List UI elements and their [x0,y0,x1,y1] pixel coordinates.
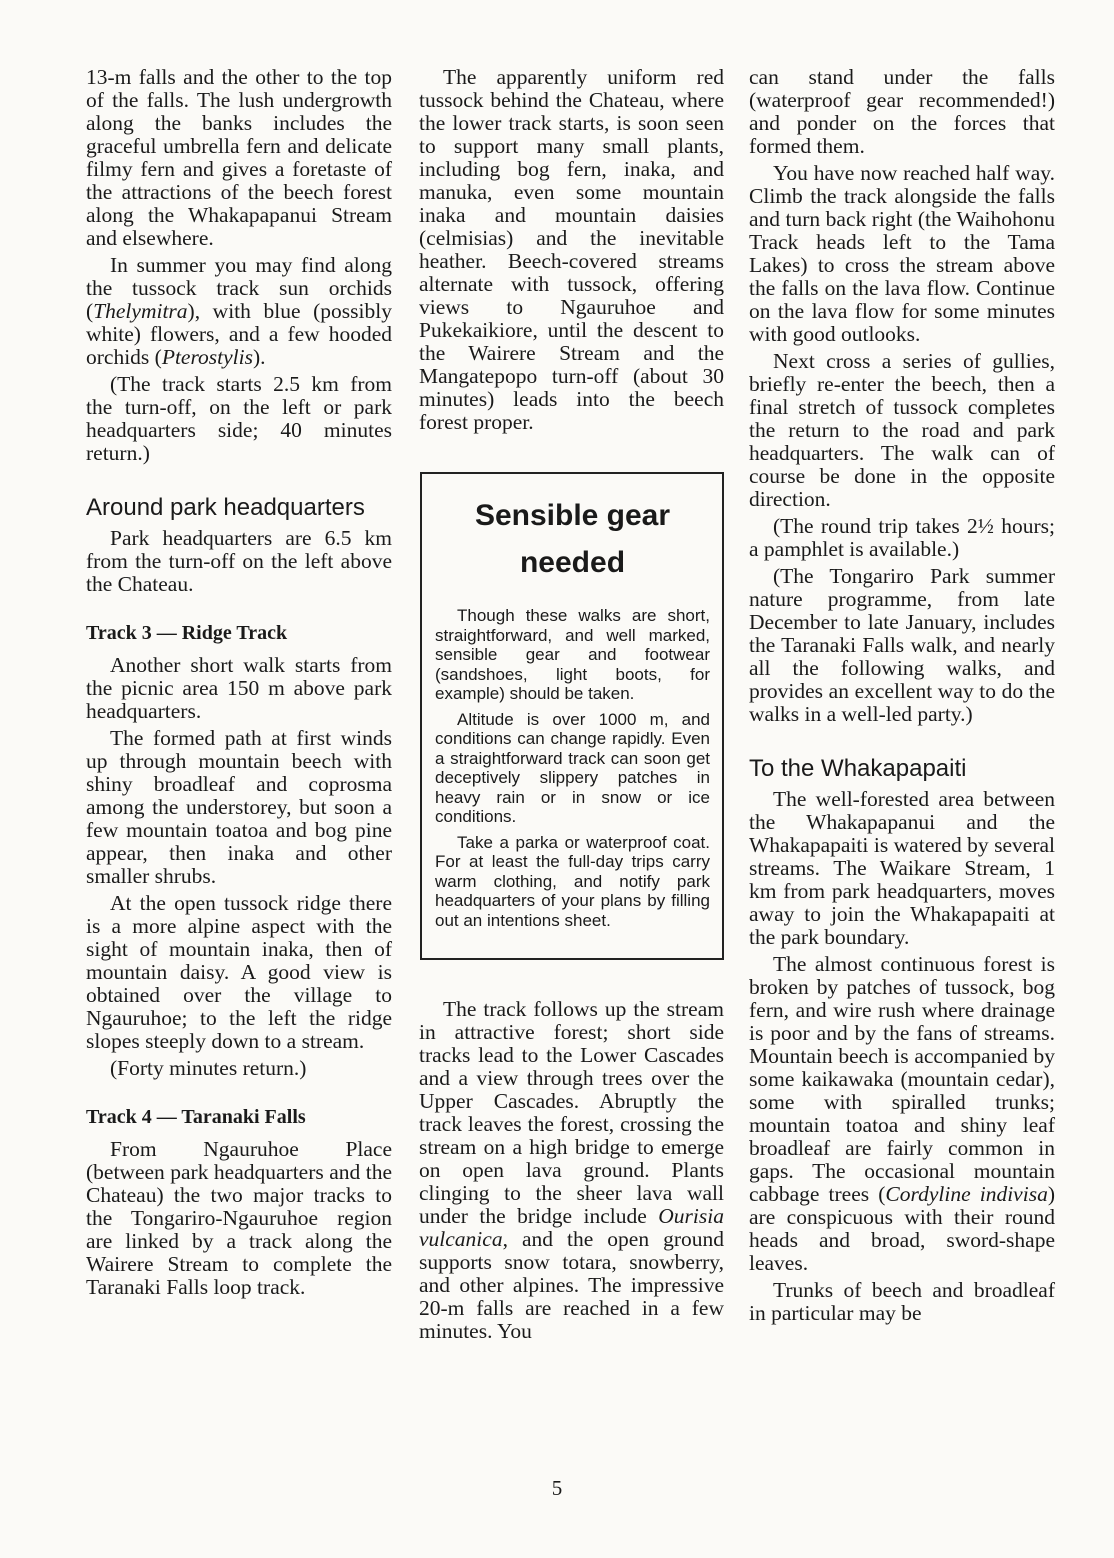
paragraph: The well-forested area between the Whakapapanui and the Whakapapaiti is watered by several streams. The Waikare Stream, 1 km from park headquarters, moves away to join the Whakapapaiti at the park boundary. [749,787,1055,949]
box-title: Sensible gear needed [474,499,671,579]
box-paragraph: Though these walks are short, straightforward, and well marked, sensible gear and footwear (sandshoes, light boots, for example) should be taken. [435,606,710,703]
paragraph: In summer you may find along the tussock track sun orchids (Thelymitra), with blue (possibly white) flowers, and a few hooded orchids (Pterostylis). [86,253,392,369]
paragraph: Park headquarters are 6.5 km from the turn-off on the left above the Chateau. [86,526,392,596]
paragraph: At the open tussock ridge there is a more alpine aspect with the sight of mountain inaka, then of mountain daisy. A good view is obtained over the village to Ngauruhoe; to the left the ridge slopes steeply down to a stream. [86,891,392,1053]
box-paragraph: Take a parka or waterproof coat. For at least the full-day trips carry warm clothing, and notify park headquarters of your plans by filling out an intentions sheet. [435,832,710,930]
track-heading: Track 4 — Taranaki Falls [86,1106,306,1128]
page-number: 5 [551,1476,563,1500]
column-2 [419,66,724,1347]
paragraph: Next cross a series of gullies, briefly re-enter the beech, then a final stretch of tussock completes the return to the road and park headquarters. The walk can of course be done in the opposite direction. [749,349,1055,511]
paragraph: The track follows up the stream in attractive forest; short side tracks lead to the Lower Cascades and a view through trees over the Upper Cascades. Abruptly the track leaves the forest, crossing the stream on a high bridge to emerge on open lava ground. Plants clinging to the sheer lava wall under the bridge include Ourisia vulcanica, and the open ground supports snow totara, snowberry, and other alpines. The impressive 20-m falls are reached in a few minutes. You [419,997,724,1343]
section-heading: Around park headquarters [86,494,365,521]
paragraph: (The round trip takes 2½ hours; a pamphlet is available.) [749,514,1055,561]
paragraph: (The track starts 2.5 km from the turn-off, on the left or park headquarters side; 40 minutes return.) [86,372,392,465]
column-1 [86,66,392,1303]
paragraph: Trunks of beech and broadleaf in particular may be [749,1278,1055,1325]
paragraph: (The Tongariro Park summer nature programme, from late December to late January, includes the Taranaki Falls walk, and nearly all the following walks, and provides an excellent way to do the walks in a well-led party.) [749,564,1055,726]
paragraph: can stand under the falls (waterproof gear recommended!) and ponder on the forces that formed them. [749,65,1055,158]
paragraph: You have now reached half way. Climb the track alongside the falls and turn back right (the Waihohonu Track heads left to the Tama Lakes) to cross the stream above the falls on the lava flow. Continue on the lava flow for some minutes with good outlooks. [749,161,1055,346]
track-heading: Track 3 — Ridge Track [86,622,288,644]
paragraph: (Forty minutes return.) [110,1056,307,1080]
sidebar-box [420,472,724,960]
paragraph: From Ngauruhoe Place (between park headquarters and the Chateau) the two major tracks to the Tongariro-Ngauruhoe region are linked by a track along the Wairere Stream to complete the Taranaki Falls loop track. [86,1137,392,1299]
section-heading: To the Whakapapaiti [749,755,967,782]
paragraph: Another short walk starts from the picnic area 150 m above park headquarters. [86,653,392,723]
box-paragraph: Altitude is over 1000 m, and conditions can change rapidly. Even a straightforward track can soon get deceptively slippery patches in heavy rain or in snow or ice conditions. [435,709,710,826]
paragraph: 13-m falls and the other to the top of the falls. The lush undergrowth along the banks includes the graceful umbrella fern and delicate filmy fern and gives a foretaste of the attractions of the beech forest along the Whakapapanui Stream and elsewhere. [86,65,392,250]
paragraph: The formed path at first winds up through mountain beech with shiny broadleaf and coprosma among the understorey, but soon a few mountain toatoa and bog pine appear, then inaka and other smaller shrubs. [86,726,392,888]
paragraph: The almost continuous forest is broken by patches of tussock, bog fern, and wire rush where drainage is poor and by the fans of streams. Mountain beech is accompanied by some kaikawaka (mountain cedar), some with spiralled trunks; mountain toatoa and shiny leaf broadleaf are fairly common in gaps. The occasional mountain cabbage trees (Cordyline indivisa) are conspicuous with their round heads and broad, sword-shape leaves. [749,952,1055,1275]
paragraph: The apparently uniform red tussock behind the Chateau, where the lower track starts, is soon seen to support many small plants, including bog fern, inaka, and manuka, even some mountain inaka and mountain daisies (celmisias) and the inevitable heather. Beech-covered streams alternate with tussock, offering views to Ngauruhoe and Pukekaikiore, until the descent to the Wairere Stream and the Mangatepopo turn-off (about 30 minutes) leads into the beech forest proper. [419,65,724,434]
column-3 [749,66,1055,1329]
